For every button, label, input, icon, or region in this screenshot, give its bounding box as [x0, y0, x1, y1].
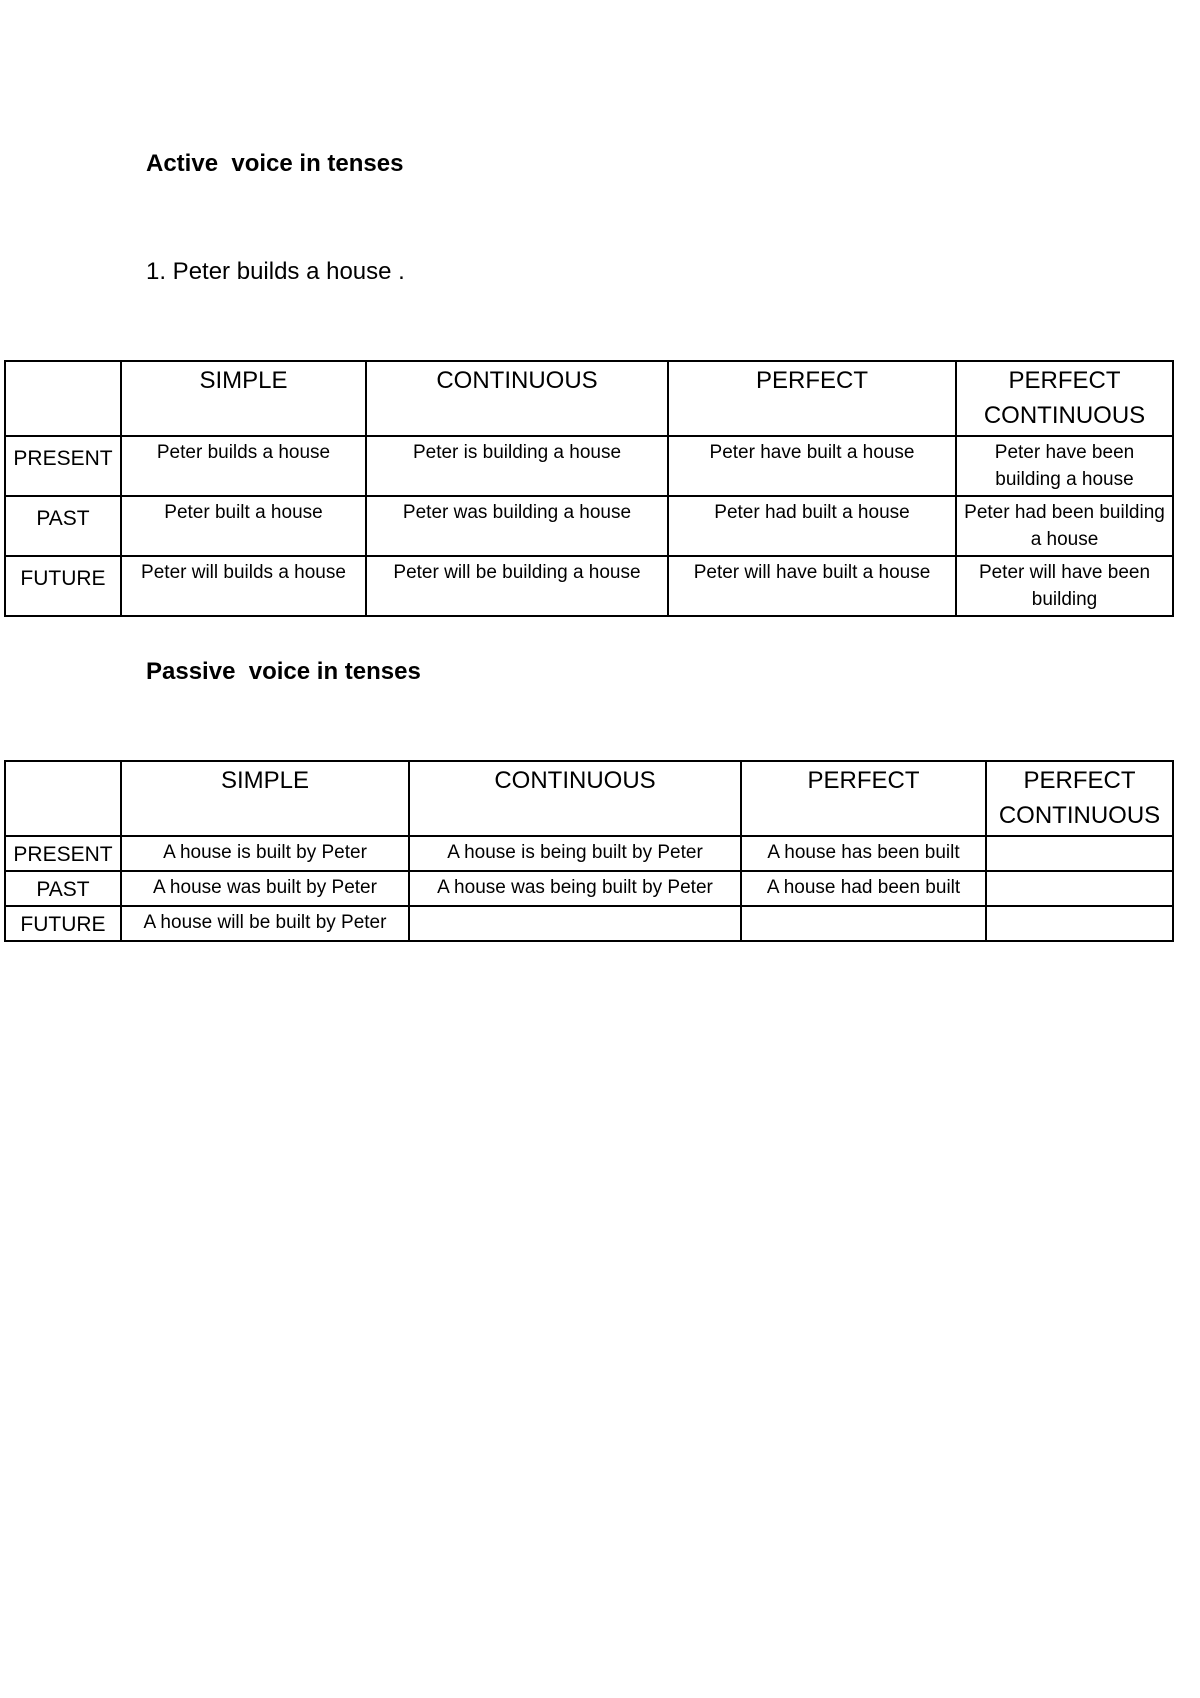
- column-header-perfect-continuous: PERFECT CONTINUOUS: [956, 361, 1173, 436]
- table-cell: [409, 906, 741, 941]
- table-cell: A house is being built by Peter: [409, 836, 741, 871]
- row-header-past: PAST: [5, 496, 121, 556]
- example-sentence: 1. Peter builds a house .: [146, 258, 405, 285]
- table-cell: Peter will have been building: [956, 556, 1173, 616]
- table-cell: A house has been built: [741, 836, 986, 871]
- column-header-continuous: CONTINUOUS: [409, 761, 741, 836]
- row-header-past: PAST: [5, 871, 121, 906]
- passive-voice-heading: Passive voice in tenses: [146, 658, 421, 685]
- table-cell: A house was built by Peter: [121, 871, 409, 906]
- table-row: [5, 871, 1173, 906]
- table-cell: A house is built by Peter: [121, 836, 409, 871]
- table-cell: Peter will builds a house: [121, 556, 366, 616]
- table-cell: A house had been built: [741, 871, 986, 906]
- column-header-simple: SIMPLE: [121, 361, 366, 436]
- column-header-continuous: CONTINUOUS: [366, 361, 668, 436]
- table-row: [5, 556, 1173, 616]
- row-header-future: FUTURE: [5, 906, 121, 941]
- table-cell: Peter builds a house: [121, 436, 366, 496]
- active-voice-heading: Active voice in tenses: [146, 150, 404, 177]
- table-cell: Peter built a house: [121, 496, 366, 556]
- table-cell: Peter had been building a house: [956, 496, 1173, 556]
- table-cell: Peter have built a house: [668, 436, 956, 496]
- row-header-present: PRESENT: [5, 436, 121, 496]
- table-cell: [986, 871, 1173, 906]
- table-row: [5, 436, 1173, 496]
- table-cell: Peter will be building a house: [366, 556, 668, 616]
- table-row: [5, 496, 1173, 556]
- table-cell: Peter was building a house: [366, 496, 668, 556]
- column-header-perfect: PERFECT: [668, 361, 956, 436]
- table-row: [5, 906, 1173, 941]
- table-header-row: [5, 761, 1173, 836]
- table-cell: Peter had built a house: [668, 496, 956, 556]
- row-header-present: PRESENT: [5, 836, 121, 871]
- table-cell: [986, 836, 1173, 871]
- table-cell: [741, 906, 986, 941]
- table-cell: A house was being built by Peter: [409, 871, 741, 906]
- table-cell: Peter have been building a house: [956, 436, 1173, 496]
- corner-cell: [5, 361, 121, 436]
- table-cell: [986, 906, 1173, 941]
- table-header-row: [5, 361, 1173, 436]
- table-cell: A house will be built by Peter: [121, 906, 409, 941]
- passive-voice-table: [4, 760, 1174, 942]
- column-header-perfect: PERFECT: [741, 761, 986, 836]
- active-voice-table: [4, 360, 1174, 617]
- table-row: [5, 836, 1173, 871]
- column-header-perfect-continuous: PERFECT CONTINUOUS: [986, 761, 1173, 836]
- column-header-simple: SIMPLE: [121, 761, 409, 836]
- corner-cell: [5, 761, 121, 836]
- row-header-future: FUTURE: [5, 556, 121, 616]
- table-cell: Peter will have built a house: [668, 556, 956, 616]
- table-cell: Peter is building a house: [366, 436, 668, 496]
